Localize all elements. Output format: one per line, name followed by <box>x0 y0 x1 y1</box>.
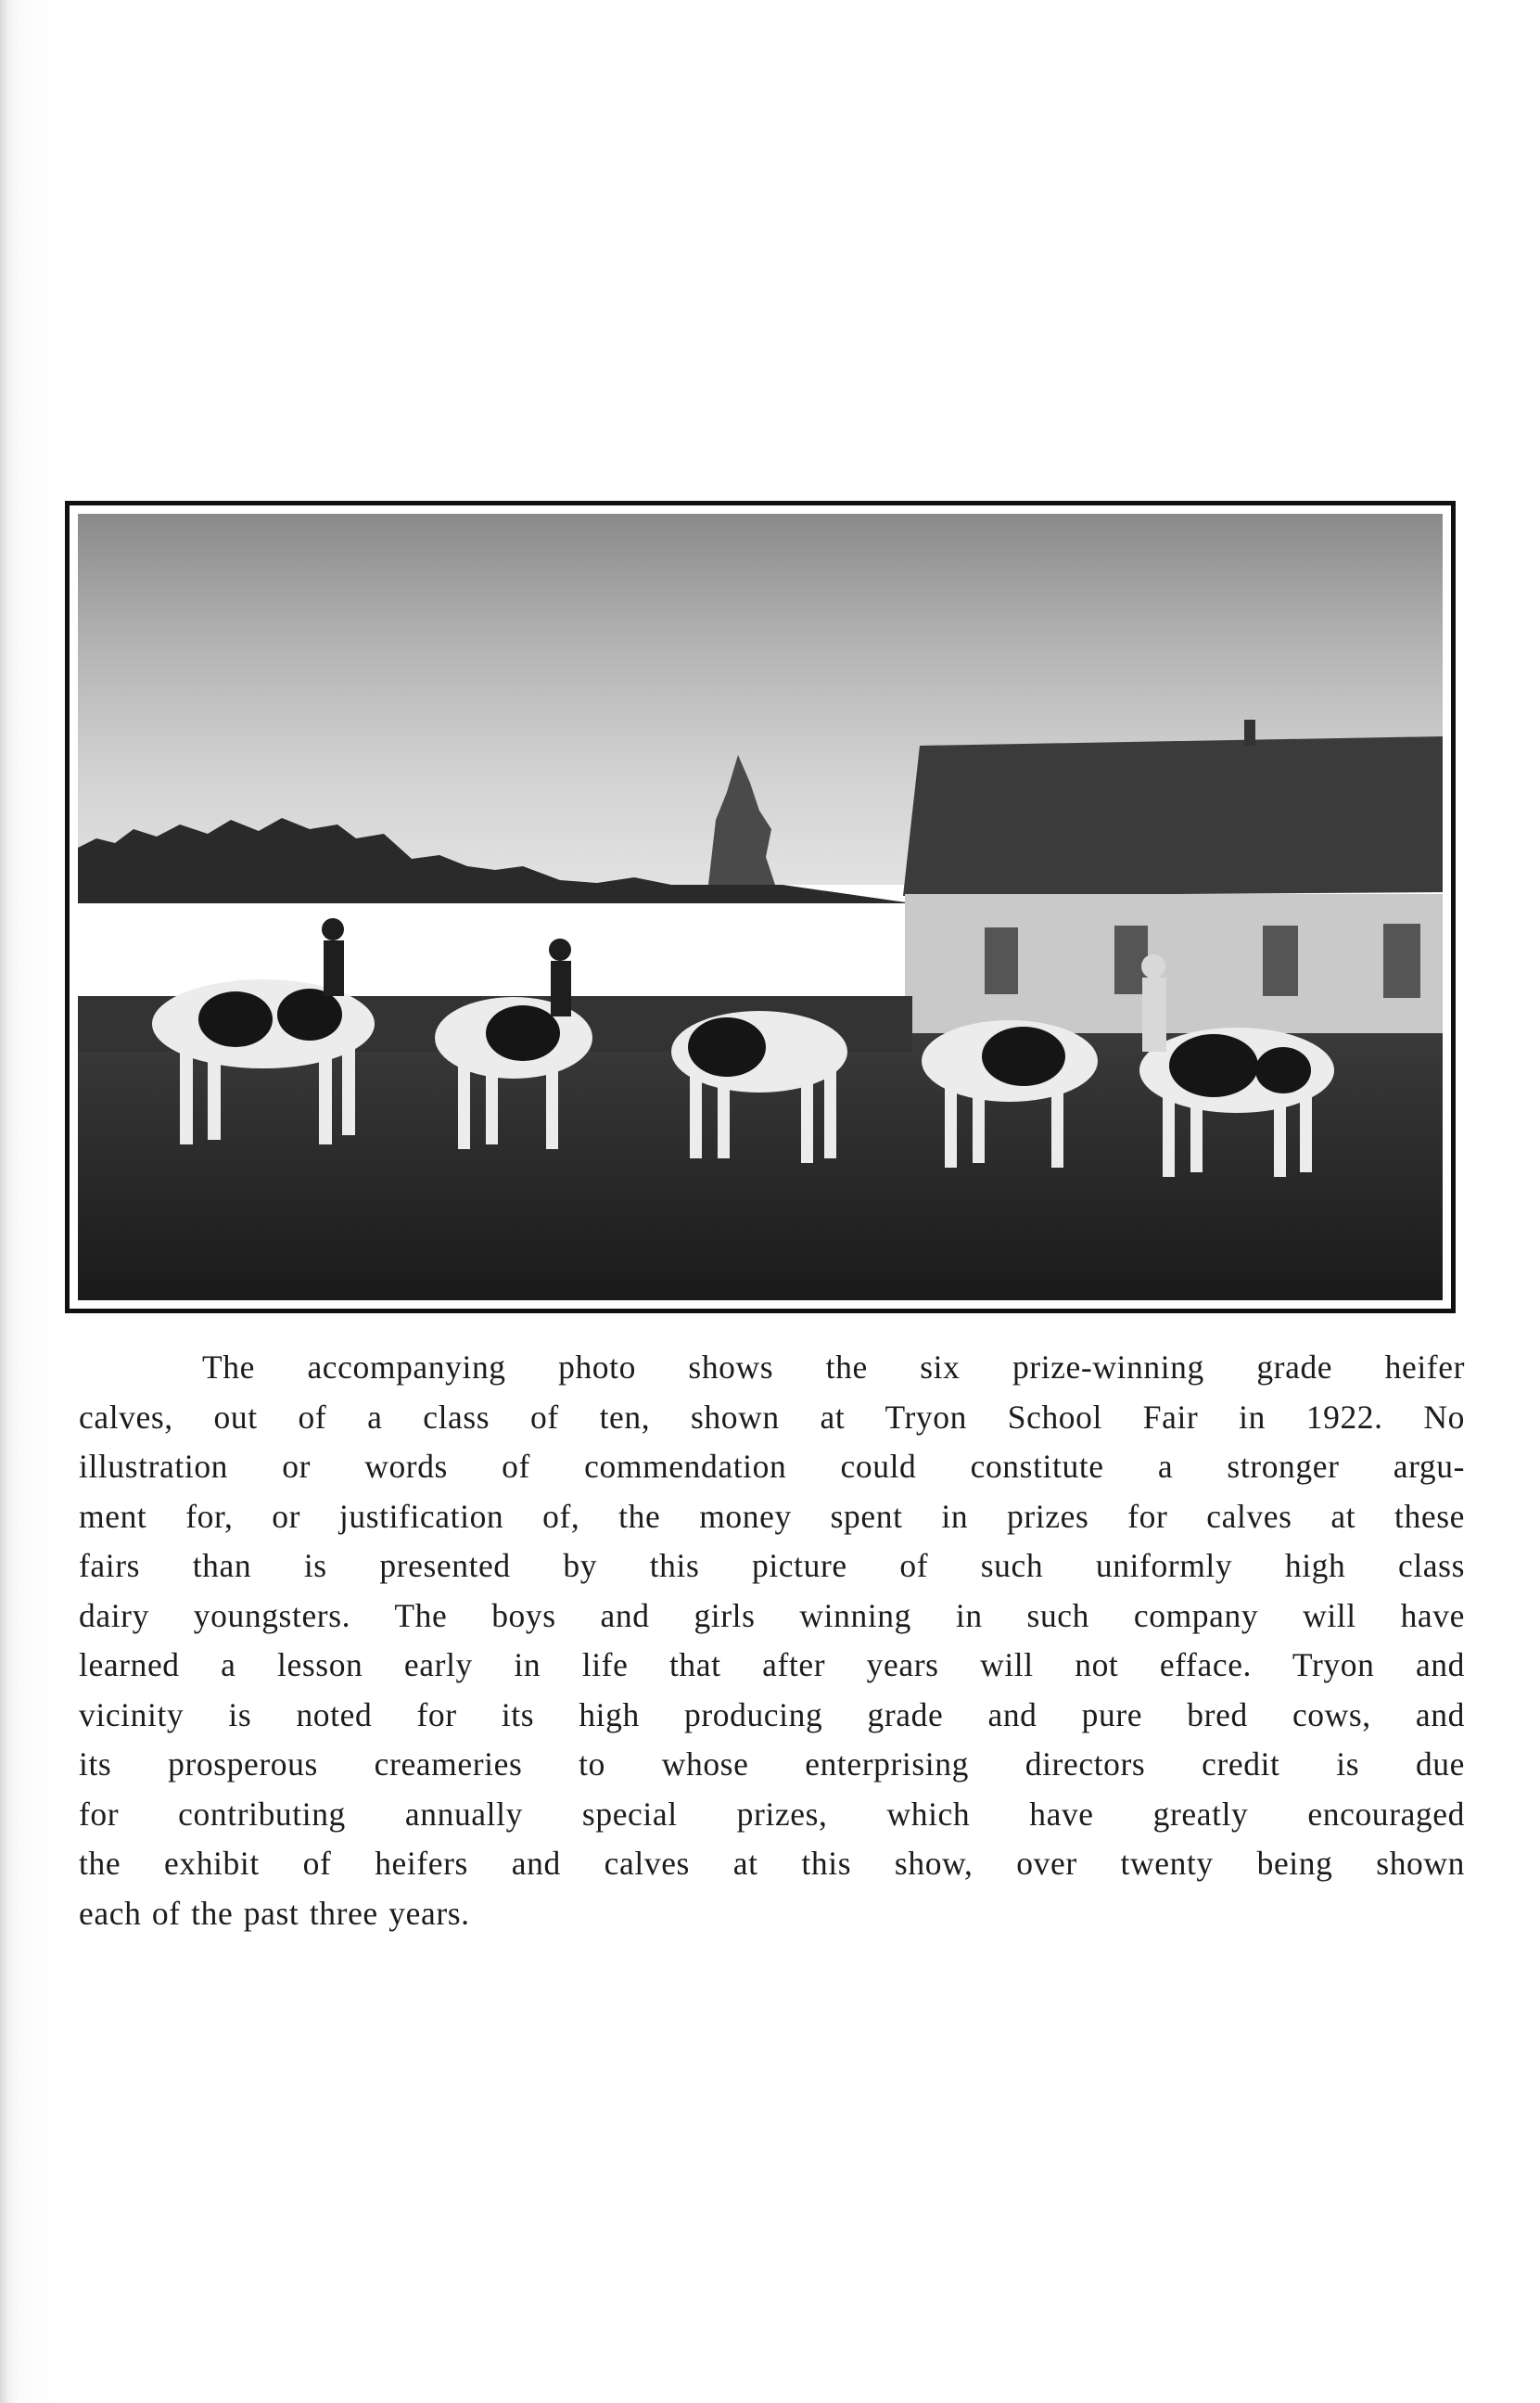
caption-line: calves, out of a class of ten, shown at Tryon School Fair in 1922. No <box>79 1398 1465 1436</box>
caption-line: ment for, or justification of, the money spent in prizes for calves at these <box>79 1497 1465 1535</box>
caption-line: vicinity is noted for its high producing grade and pure bred cows, and <box>79 1695 1465 1733</box>
caption-line: each of the past three years. <box>79 1894 470 1932</box>
caption-line: The accompanying photo shows the six prize-winning grade heifer <box>202 1348 1465 1386</box>
window-3 <box>1263 926 1298 996</box>
window-4 <box>1383 924 1420 998</box>
schoolhouse-chimney <box>1244 720 1255 746</box>
child-3 <box>1141 954 1166 1052</box>
caption-line: learned a lesson early in life that after years will not efface. Tryon and <box>79 1646 1465 1683</box>
caption-line: its prosperous creameries to whose enterprising directors credit is due <box>79 1745 1465 1783</box>
window-1 <box>985 927 1018 994</box>
child-2 <box>549 939 571 1016</box>
caption-line: dairy youngsters. The boys and girls winning in such company will have <box>79 1596 1465 1634</box>
caption-line: fairs than is presented by this picture of such uniformly high class <box>79 1547 1465 1584</box>
caption-paragraph <box>79 1343 1465 1938</box>
child-1 <box>322 918 344 996</box>
photograph-frame <box>65 501 1456 1313</box>
schoolhouse-roof <box>903 736 1443 896</box>
caption-line: the exhibit of heifers and calves at this show, over twenty being shown <box>79 1845 1465 1882</box>
caption-line: illustration or words of commendation could constitute a stronger argu- <box>79 1448 1465 1485</box>
photograph-heifer-calves <box>78 514 1443 1300</box>
caption-line: for contributing annually special prizes, which have greatly encouraged <box>79 1795 1465 1833</box>
